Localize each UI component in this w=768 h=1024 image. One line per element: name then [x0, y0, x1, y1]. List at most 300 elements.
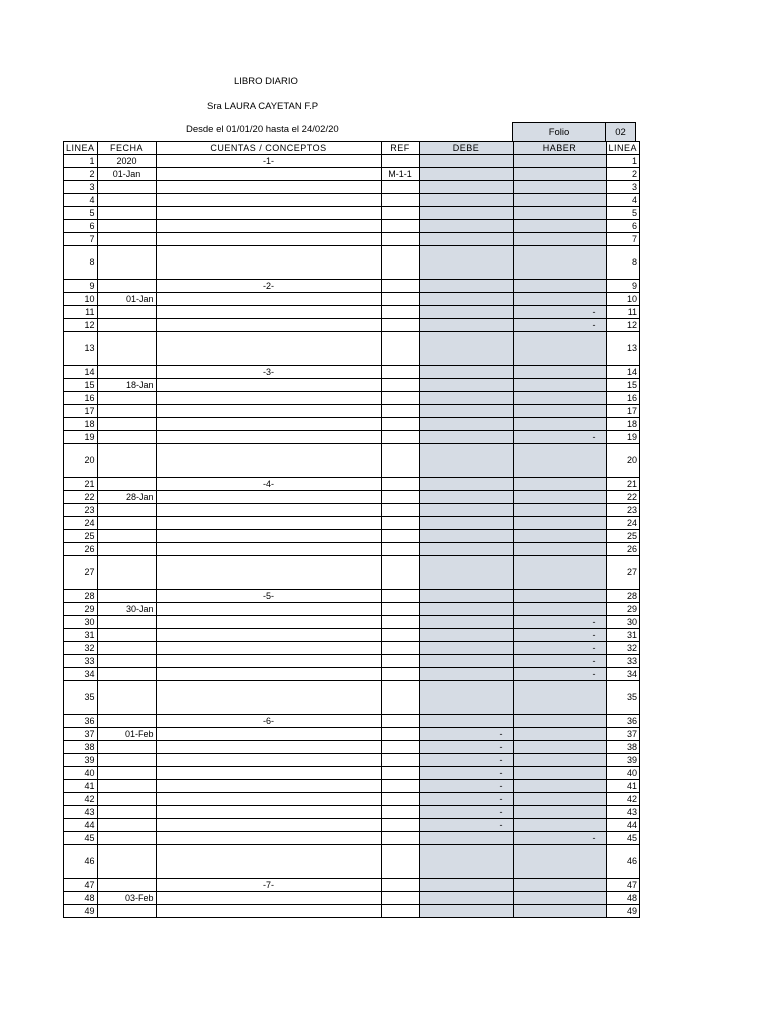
- line-number-cell: 16: [64, 392, 98, 405]
- col-linea-right-header: LINEA: [606, 142, 640, 155]
- concept-cell: [156, 246, 381, 280]
- date-cell: [97, 246, 156, 280]
- ref-cell: [381, 517, 419, 530]
- debit-cell: [419, 556, 513, 590]
- line-number-right-cell: 13: [606, 332, 640, 366]
- line-number-cell: 40: [64, 767, 98, 780]
- date-cell: [97, 306, 156, 319]
- line-number-cell: 15: [64, 379, 98, 392]
- credit-cell: -: [513, 668, 606, 681]
- credit-cell: [513, 504, 606, 517]
- date-cell: 01-Jan: [97, 293, 156, 306]
- table-row: [64, 655, 640, 668]
- ref-cell: [381, 892, 419, 905]
- line-number-cell: 28: [64, 590, 98, 603]
- line-number-cell: 6: [64, 220, 98, 233]
- credit-cell: [513, 194, 606, 207]
- concept-cell: [156, 220, 381, 233]
- ref-cell: [381, 642, 419, 655]
- concept-cell: [156, 504, 381, 517]
- ref-cell: [381, 181, 419, 194]
- debit-cell: [419, 418, 513, 431]
- line-number-cell: 29: [64, 603, 98, 616]
- line-number-right-cell: 34: [606, 668, 640, 681]
- line-number-cell: 2: [64, 168, 98, 181]
- line-number-cell: 43: [64, 806, 98, 819]
- line-number-right-cell: 39: [606, 754, 640, 767]
- folio-number: 02: [605, 122, 636, 142]
- concept-cell: [156, 892, 381, 905]
- credit-cell: [513, 478, 606, 491]
- date-cell: [97, 478, 156, 491]
- date-cell: [97, 405, 156, 418]
- debit-cell: -: [419, 741, 513, 754]
- credit-cell: [513, 780, 606, 793]
- concept-cell: -2-: [156, 280, 381, 293]
- table-row: [64, 233, 640, 246]
- credit-cell: [513, 806, 606, 819]
- debit-cell: [419, 246, 513, 280]
- debit-cell: -: [419, 728, 513, 741]
- document-title: LIBRO DIARIO: [234, 76, 298, 87]
- table-row: [64, 405, 640, 418]
- credit-cell: [513, 530, 606, 543]
- line-number-right-cell: 31: [606, 629, 640, 642]
- debit-cell: [419, 530, 513, 543]
- line-number-right-cell: 46: [606, 845, 640, 879]
- concept-cell: [156, 603, 381, 616]
- line-number-right-cell: 24: [606, 517, 640, 530]
- table-row: [64, 220, 640, 233]
- ref-cell: [381, 603, 419, 616]
- table-row: [64, 392, 640, 405]
- table-row: [64, 793, 640, 806]
- line-number-right-cell: 6: [606, 220, 640, 233]
- date-cell: [97, 780, 156, 793]
- line-number-right-cell: 18: [606, 418, 640, 431]
- credit-cell: [513, 681, 606, 715]
- line-number-cell: 12: [64, 319, 98, 332]
- concept-cell: -7-: [156, 879, 381, 892]
- table-row: [64, 431, 640, 444]
- credit-cell: [513, 366, 606, 379]
- table-row: [64, 556, 640, 590]
- concept-cell: [156, 819, 381, 832]
- line-number-cell: 41: [64, 780, 98, 793]
- ref-cell: [381, 879, 419, 892]
- concept-cell: [156, 418, 381, 431]
- debit-cell: [419, 207, 513, 220]
- line-number-cell: 49: [64, 905, 98, 918]
- col-linea-header: LINEA: [64, 142, 98, 155]
- concept-cell: [156, 517, 381, 530]
- credit-cell: [513, 379, 606, 392]
- line-number-cell: 30: [64, 616, 98, 629]
- line-number-right-cell: 37: [606, 728, 640, 741]
- table-row: [64, 642, 640, 655]
- ref-cell: [381, 366, 419, 379]
- table-row: [64, 530, 640, 543]
- date-cell: [97, 530, 156, 543]
- concept-cell: [156, 431, 381, 444]
- debit-cell: [419, 629, 513, 642]
- column-header-row: [64, 142, 640, 155]
- line-number-cell: 8: [64, 246, 98, 280]
- document-subtitle: Sra LAURA CAYETAN F.P: [207, 101, 319, 112]
- line-number-cell: 26: [64, 543, 98, 556]
- debit-cell: -: [419, 806, 513, 819]
- line-number-cell: 13: [64, 332, 98, 366]
- date-cell: [97, 181, 156, 194]
- ref-cell: [381, 668, 419, 681]
- debit-cell: [419, 543, 513, 556]
- debit-cell: [419, 616, 513, 629]
- line-number-right-cell: 16: [606, 392, 640, 405]
- ref-cell: [381, 246, 419, 280]
- credit-cell: -: [513, 832, 606, 845]
- line-number-cell: 11: [64, 306, 98, 319]
- debit-cell: [419, 306, 513, 319]
- ref-cell: [381, 845, 419, 879]
- line-number-right-cell: 42: [606, 793, 640, 806]
- date-cell: [97, 655, 156, 668]
- credit-cell: [513, 603, 606, 616]
- line-number-cell: 38: [64, 741, 98, 754]
- col-cuentas-header: CUENTAS / CONCEPTOS: [156, 142, 381, 155]
- date-cell: [97, 819, 156, 832]
- concept-cell: [156, 194, 381, 207]
- ref-cell: [381, 418, 419, 431]
- credit-cell: [513, 491, 606, 504]
- ref-cell: [381, 155, 419, 168]
- line-number-right-cell: 32: [606, 642, 640, 655]
- credit-cell: [513, 405, 606, 418]
- ref-cell: [381, 590, 419, 603]
- line-number-right-cell: 26: [606, 543, 640, 556]
- concept-cell: [156, 444, 381, 478]
- date-cell: 01-Feb: [97, 728, 156, 741]
- concept-cell: [156, 806, 381, 819]
- table-row: [64, 905, 640, 918]
- table-row: [64, 306, 640, 319]
- line-number-right-cell: 8: [606, 246, 640, 280]
- debit-cell: [419, 642, 513, 655]
- concept-cell: [156, 293, 381, 306]
- date-cell: [97, 444, 156, 478]
- credit-cell: [513, 728, 606, 741]
- line-number-right-cell: 47: [606, 879, 640, 892]
- date-cell: [97, 332, 156, 366]
- table-row: [64, 280, 640, 293]
- credit-cell: [513, 715, 606, 728]
- line-number-right-cell: 5: [606, 207, 640, 220]
- debit-cell: -: [419, 767, 513, 780]
- line-number-cell: 4: [64, 194, 98, 207]
- debit-cell: [419, 668, 513, 681]
- ref-cell: [381, 655, 419, 668]
- line-number-cell: 42: [64, 793, 98, 806]
- credit-cell: [513, 754, 606, 767]
- table-row: [64, 845, 640, 879]
- line-number-right-cell: 33: [606, 655, 640, 668]
- debit-cell: [419, 590, 513, 603]
- date-cell: [97, 504, 156, 517]
- credit-cell: [513, 293, 606, 306]
- concept-cell: [156, 793, 381, 806]
- line-number-cell: 23: [64, 504, 98, 517]
- concept-cell: [156, 392, 381, 405]
- ref-cell: [381, 681, 419, 715]
- ref-cell: [381, 754, 419, 767]
- line-number-cell: 47: [64, 879, 98, 892]
- table-row: [64, 155, 640, 168]
- date-cell: [97, 832, 156, 845]
- table-row: [64, 681, 640, 715]
- debit-cell: -: [419, 793, 513, 806]
- line-number-right-cell: 27: [606, 556, 640, 590]
- debit-cell: [419, 504, 513, 517]
- concept-cell: [156, 655, 381, 668]
- credit-cell: [513, 845, 606, 879]
- table-row: [64, 715, 640, 728]
- line-number-right-cell: 21: [606, 478, 640, 491]
- concept-cell: -3-: [156, 366, 381, 379]
- credit-cell: [513, 741, 606, 754]
- table-row: [64, 517, 640, 530]
- date-cell: [97, 233, 156, 246]
- credit-cell: [513, 819, 606, 832]
- date-cell: [97, 590, 156, 603]
- credit-cell: [513, 793, 606, 806]
- line-number-cell: 18: [64, 418, 98, 431]
- table-row: [64, 892, 640, 905]
- credit-cell: -: [513, 629, 606, 642]
- credit-cell: [513, 543, 606, 556]
- credit-cell: -: [513, 642, 606, 655]
- debit-cell: [419, 366, 513, 379]
- date-cell: [97, 517, 156, 530]
- date-cell: [97, 616, 156, 629]
- ref-cell: [381, 392, 419, 405]
- debit-cell: [419, 681, 513, 715]
- ref-cell: [381, 629, 419, 642]
- table-row: [64, 590, 640, 603]
- debit-cell: [419, 431, 513, 444]
- credit-cell: [513, 168, 606, 181]
- ref-cell: [381, 543, 419, 556]
- table-row: [64, 379, 640, 392]
- concept-cell: [156, 616, 381, 629]
- concept-cell: [156, 741, 381, 754]
- line-number-cell: 36: [64, 715, 98, 728]
- credit-cell: [513, 220, 606, 233]
- ref-cell: [381, 806, 419, 819]
- date-cell: [97, 767, 156, 780]
- debit-cell: [419, 332, 513, 366]
- credit-cell: [513, 207, 606, 220]
- debit-cell: [419, 181, 513, 194]
- ref-cell: [381, 728, 419, 741]
- debit-cell: [419, 233, 513, 246]
- concept-cell: [156, 767, 381, 780]
- line-number-right-cell: 30: [606, 616, 640, 629]
- ref-cell: [381, 207, 419, 220]
- credit-cell: [513, 246, 606, 280]
- debit-cell: [419, 220, 513, 233]
- date-cell: [97, 642, 156, 655]
- table-row: [64, 819, 640, 832]
- date-cell: 01-Jan: [97, 168, 156, 181]
- table-row: [64, 246, 640, 280]
- ref-cell: [381, 832, 419, 845]
- line-number-cell: 27: [64, 556, 98, 590]
- line-number-cell: 45: [64, 832, 98, 845]
- line-number-cell: 32: [64, 642, 98, 655]
- debit-cell: [419, 517, 513, 530]
- ref-cell: [381, 431, 419, 444]
- credit-cell: -: [513, 655, 606, 668]
- line-number-cell: 7: [64, 233, 98, 246]
- table-row: [64, 504, 640, 517]
- ref-cell: [381, 793, 419, 806]
- debit-cell: [419, 491, 513, 504]
- debit-cell: [419, 444, 513, 478]
- date-cell: [97, 681, 156, 715]
- table-row: [64, 780, 640, 793]
- debit-cell: [419, 892, 513, 905]
- table-row: [64, 332, 640, 366]
- debit-cell: [419, 603, 513, 616]
- date-cell: [97, 366, 156, 379]
- line-number-cell: 35: [64, 681, 98, 715]
- date-cell: [97, 392, 156, 405]
- debit-cell: [419, 168, 513, 181]
- date-cell: 30-Jan: [97, 603, 156, 616]
- concept-cell: -6-: [156, 715, 381, 728]
- line-number-right-cell: 29: [606, 603, 640, 616]
- ref-cell: [381, 780, 419, 793]
- table-row: [64, 879, 640, 892]
- debit-cell: [419, 155, 513, 168]
- line-number-right-cell: 19: [606, 431, 640, 444]
- date-cell: [97, 668, 156, 681]
- date-cell: 03-Feb: [97, 892, 156, 905]
- line-number-cell: 33: [64, 655, 98, 668]
- debit-cell: -: [419, 754, 513, 767]
- debit-cell: -: [419, 819, 513, 832]
- credit-cell: [513, 418, 606, 431]
- concept-cell: [156, 207, 381, 220]
- date-cell: [97, 207, 156, 220]
- folio-label: Folio: [512, 122, 606, 142]
- line-number-right-cell: 44: [606, 819, 640, 832]
- date-cell: [97, 543, 156, 556]
- table-row: [64, 629, 640, 642]
- debit-cell: [419, 905, 513, 918]
- ref-cell: [381, 819, 419, 832]
- concept-cell: [156, 181, 381, 194]
- concept-cell: -1-: [156, 155, 381, 168]
- ref-cell: [381, 715, 419, 728]
- line-number-cell: 20: [64, 444, 98, 478]
- credit-cell: [513, 392, 606, 405]
- ref-cell: [381, 905, 419, 918]
- debit-cell: [419, 715, 513, 728]
- line-number-right-cell: 43: [606, 806, 640, 819]
- concept-cell: [156, 556, 381, 590]
- ref-cell: M-1-1: [381, 168, 419, 181]
- journal-table: [63, 141, 640, 918]
- concept-cell: [156, 332, 381, 366]
- ref-cell: [381, 478, 419, 491]
- line-number-cell: 14: [64, 366, 98, 379]
- line-number-cell: 17: [64, 405, 98, 418]
- debit-cell: [419, 319, 513, 332]
- line-number-right-cell: 10: [606, 293, 640, 306]
- credit-cell: [513, 155, 606, 168]
- table-row: [64, 668, 640, 681]
- ref-cell: [381, 379, 419, 392]
- table-row: [64, 478, 640, 491]
- line-number-cell: 37: [64, 728, 98, 741]
- line-number-cell: 34: [64, 668, 98, 681]
- line-number-right-cell: 15: [606, 379, 640, 392]
- credit-cell: [513, 280, 606, 293]
- date-cell: [97, 194, 156, 207]
- ref-cell: [381, 741, 419, 754]
- ref-cell: [381, 504, 419, 517]
- date-range: Desde el 01/01/20 hasta el 24/02/20: [186, 124, 339, 135]
- line-number-cell: 9: [64, 280, 98, 293]
- ref-cell: [381, 556, 419, 590]
- date-cell: [97, 754, 156, 767]
- date-cell: 18-Jan: [97, 379, 156, 392]
- line-number-right-cell: 11: [606, 306, 640, 319]
- debit-cell: [419, 379, 513, 392]
- debit-cell: [419, 832, 513, 845]
- table-row: [64, 207, 640, 220]
- line-number-right-cell: 3: [606, 181, 640, 194]
- debit-cell: [419, 280, 513, 293]
- ref-cell: [381, 194, 419, 207]
- debit-cell: [419, 293, 513, 306]
- concept-cell: [156, 668, 381, 681]
- ref-cell: [381, 306, 419, 319]
- credit-cell: -: [513, 616, 606, 629]
- line-number-right-cell: 36: [606, 715, 640, 728]
- credit-cell: -: [513, 431, 606, 444]
- ref-cell: [381, 491, 419, 504]
- line-number-cell: 46: [64, 845, 98, 879]
- ref-cell: [381, 319, 419, 332]
- line-number-cell: 39: [64, 754, 98, 767]
- date-cell: [97, 629, 156, 642]
- line-number-cell: 21: [64, 478, 98, 491]
- concept-cell: [156, 319, 381, 332]
- col-debe-header: DEBE: [419, 142, 513, 155]
- credit-cell: [513, 517, 606, 530]
- line-number-right-cell: 22: [606, 491, 640, 504]
- date-cell: 28-Jan: [97, 491, 156, 504]
- ref-cell: [381, 280, 419, 293]
- date-cell: [97, 741, 156, 754]
- date-cell: [97, 715, 156, 728]
- table-row: [64, 741, 640, 754]
- table-row: [64, 603, 640, 616]
- line-number-right-cell: 35: [606, 681, 640, 715]
- line-number-right-cell: 49: [606, 905, 640, 918]
- line-number-right-cell: 4: [606, 194, 640, 207]
